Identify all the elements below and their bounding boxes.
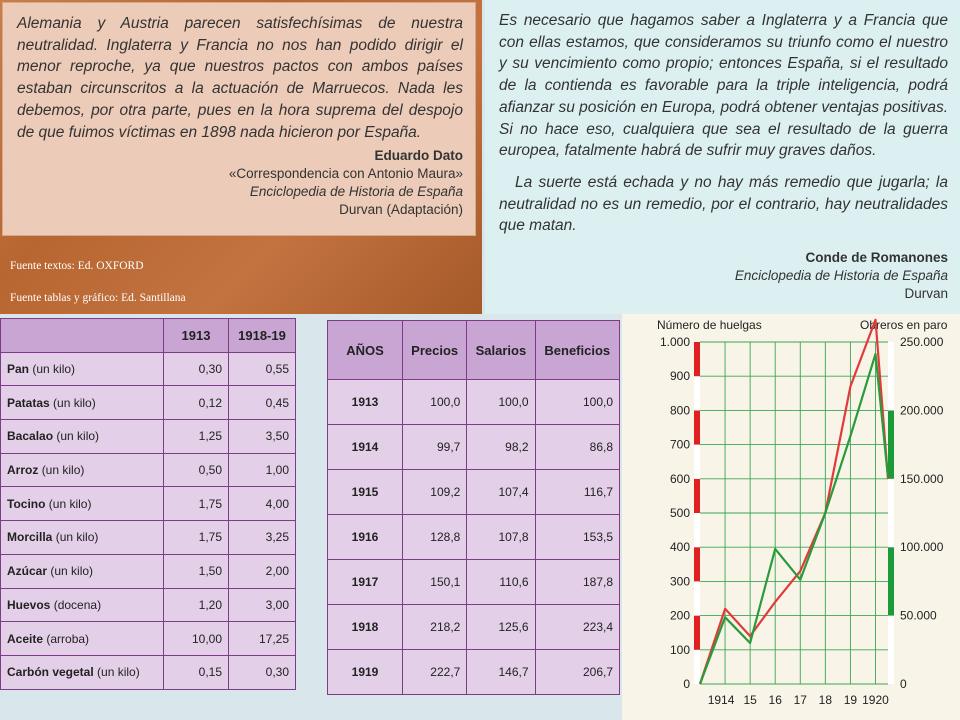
quote-text-2: La suerte está echada y no hay más remedio que jugarla; la neutralidad no es un remedio, por el contrario, hay neutralidades que matan. <box>499 173 948 235</box>
left-axis-segment <box>694 445 700 479</box>
wages-cell: 110,6 <box>467 560 535 605</box>
y-left-tick-label: 200 <box>669 608 690 623</box>
y-left-axis-label: Número de huelgas <box>657 318 762 332</box>
y-left-tick-label: 100 <box>669 642 690 657</box>
strikes-chart <box>622 314 960 720</box>
header-cell: Salarios <box>467 321 535 380</box>
table-row <box>328 605 620 650</box>
year-cell: 1915 <box>328 470 403 515</box>
table-row <box>328 515 620 560</box>
header-cell: Precios <box>403 321 467 380</box>
price-1913-cell: 0,30 <box>164 352 229 386</box>
quote-attribution <box>499 249 948 303</box>
price-1913-cell: 0,15 <box>164 655 229 689</box>
food-prices-table <box>0 318 296 690</box>
table-row <box>1 420 296 454</box>
x-tick-label: 1920 <box>862 693 889 707</box>
source-texts: Fuente textos: Ed. OXFORD <box>10 260 144 272</box>
x-tick-label: 1914 <box>707 693 735 707</box>
table-header-row <box>328 321 620 380</box>
source-tables: Fuente tablas y gráfico: Ed. Santillana <box>10 292 186 304</box>
item-cell <box>1 453 164 487</box>
quote-publisher: Durvan <box>904 286 948 302</box>
right-axis-segment <box>888 410 894 478</box>
quote-author: Conde de Romanones <box>805 250 948 266</box>
quote-author: Eduardo Dato <box>374 148 463 164</box>
prices-cell: 100,0 <box>403 380 467 425</box>
year-cell: 1916 <box>328 515 403 560</box>
wages-cell: 98,2 <box>467 425 535 470</box>
profits-cell: 153,5 <box>535 515 619 560</box>
header-cell: Beneficios <box>535 321 619 380</box>
item-name: Patatas <box>7 395 50 410</box>
y-left-tick-label: 900 <box>669 369 690 384</box>
item-cell <box>1 622 164 656</box>
price-1913-cell: 10,00 <box>164 622 229 656</box>
table-row <box>1 352 296 386</box>
prices-cell: 222,7 <box>403 650 467 695</box>
left-axis-segment <box>694 547 700 581</box>
wages-cell: 107,8 <box>467 515 535 560</box>
price-1918-cell: 17,25 <box>229 622 296 656</box>
quote-text: Alemania y Austria parecen satisfechísimas de nuestra neutralidad. Inglaterra y Francia no nos han podido dirigir el menor reproche, ya que nuestros pactos con ambos países estaban circunscritos a la actuación de Marruecos. Nada les debemos, por otra parte, pues en la hora suprema del despojo de que fuimos víctimas en 1898 nada hicieron por España. <box>17 15 463 141</box>
price-1913-cell: 1,50 <box>164 554 229 588</box>
profits-cell: 206,7 <box>535 650 619 695</box>
y-left-tick-label: 400 <box>669 540 690 555</box>
quote-attribution <box>17 147 463 219</box>
header-cell: 1918-19 <box>229 319 296 353</box>
x-tick-label: 17 <box>793 693 807 707</box>
table-body <box>1 352 296 689</box>
x-tick-label: 16 <box>768 693 782 707</box>
table-body <box>328 380 620 695</box>
y-left-tick-label: 300 <box>669 574 690 589</box>
table-row <box>328 425 620 470</box>
prices-cell: 109,2 <box>403 470 467 515</box>
table-row <box>1 554 296 588</box>
item-cell <box>1 554 164 588</box>
price-1918-cell: 1,00 <box>229 453 296 487</box>
item-unit: (un kilo) <box>53 395 96 410</box>
item-name: Carbón vegetal <box>7 665 94 680</box>
item-name: Arroz <box>7 463 39 478</box>
item-name: Pan <box>7 362 30 377</box>
y-right-tick-label: 0 <box>900 677 907 691</box>
unemployed-line <box>700 354 888 684</box>
price-1918-cell: 0,55 <box>229 352 296 386</box>
price-1918-cell: 3,00 <box>229 588 296 622</box>
table-row <box>1 386 296 420</box>
right-axis-segment <box>888 479 894 547</box>
item-cell <box>1 420 164 454</box>
table-row <box>1 521 296 555</box>
prices-cell: 128,8 <box>403 515 467 560</box>
price-1918-cell: 4,00 <box>229 487 296 521</box>
left-axis-segment <box>694 650 700 684</box>
left-axis-segment <box>694 410 700 444</box>
price-1918-cell: 0,45 <box>229 386 296 420</box>
price-1913-cell: 0,12 <box>164 386 229 420</box>
wages-cell: 107,4 <box>467 470 535 515</box>
price-1918-cell: 3,50 <box>229 420 296 454</box>
y-right-tick-label: 250.000 <box>900 335 944 349</box>
quote-box-dato <box>2 2 476 236</box>
right-axis-segment <box>888 616 894 684</box>
y-right-tick-label: 200.000 <box>900 403 944 418</box>
item-cell <box>1 655 164 689</box>
wages-cell: 100,0 <box>467 380 535 425</box>
item-unit: (un kilo) <box>32 362 76 377</box>
table-row <box>328 650 620 695</box>
quote-text-1: Es necesario que hagamos saber a Inglaterra y a Francia que con ellas estamos, que consideramos su triunfo como el nuestro y su vencimiento como propio; entonces España, si el resultado de la contienda es favorable para la triple inteligencia, podrá afianzar su posición en Europa, podrá obtener ventajas positivas. Si no hace eso, cualquiera que sea el resultado de la guerra europea, fatalmente habrá de sufrir muy graves daños. <box>499 12 948 160</box>
left-axis-segment <box>694 616 700 650</box>
item-cell <box>1 386 164 420</box>
quote-work: «Correspondencia con Antonio Maura» <box>228 166 463 182</box>
x-tick-label: 18 <box>818 693 833 707</box>
x-tick-label: 15 <box>743 693 757 707</box>
price-1918-cell: 2,00 <box>229 554 296 588</box>
profits-cell: 223,4 <box>535 605 619 650</box>
prices-cell: 150,1 <box>403 560 467 605</box>
table-row <box>1 453 296 487</box>
quote-publisher: Durvan (Adaptación) <box>339 202 463 218</box>
item-name: Bacalao <box>7 429 54 444</box>
price-1913-cell: 1,75 <box>164 521 229 555</box>
table-row <box>328 560 620 605</box>
left-axis-segment <box>694 513 700 547</box>
item-unit: (docena) <box>53 597 102 612</box>
chart-svg <box>622 314 960 720</box>
quote-source: Enciclopedia de Historia de España <box>734 268 948 284</box>
y-left-tick-label: 800 <box>669 403 690 418</box>
item-unit: (un kilo) <box>48 496 92 511</box>
wages-cell: 146,7 <box>467 650 535 695</box>
prices-cell: 218,2 <box>403 605 467 650</box>
y-right-tick-label: 150.000 <box>900 471 944 486</box>
item-name: Aceite <box>7 631 44 646</box>
wages-cell: 125,6 <box>467 605 535 650</box>
price-1913-cell: 1,75 <box>164 487 229 521</box>
item-cell <box>1 521 164 555</box>
price-1918-cell: 0,30 <box>229 655 296 689</box>
item-name: Morcilla <box>7 530 53 545</box>
y-right-tick-label: 50.000 <box>900 608 937 623</box>
table-row <box>1 487 296 521</box>
item-cell <box>1 487 164 521</box>
quote-box-romanones <box>485 0 960 314</box>
table-row <box>328 380 620 425</box>
table-row <box>1 655 296 689</box>
left-axis-segment <box>694 376 700 410</box>
item-name: Azúcar <box>7 564 48 579</box>
strikes-line <box>700 320 888 684</box>
item-unit: (un kilo) <box>97 665 140 680</box>
right-axis-segment <box>888 547 894 615</box>
profits-cell: 100,0 <box>535 380 619 425</box>
item-unit: (un kilo) <box>41 463 85 478</box>
price-1913-cell: 1,20 <box>164 588 229 622</box>
price-1913-cell: 1,25 <box>164 420 229 454</box>
strikes-chart-panel <box>622 314 960 720</box>
x-tick-label: 19 <box>843 693 858 707</box>
price-1918-cell: 3,25 <box>229 521 296 555</box>
table-header-row <box>1 319 296 353</box>
item-name: Tocino <box>7 496 46 511</box>
profits-cell: 116,7 <box>535 470 619 515</box>
table-row <box>1 588 296 622</box>
y-left-tick-label: 600 <box>669 471 690 486</box>
sources-note <box>10 250 186 314</box>
profits-cell: 86,8 <box>535 425 619 470</box>
item-unit: (arroba) <box>46 631 90 646</box>
header-cell: 1913 <box>164 319 229 353</box>
item-unit: (un kilo) <box>55 530 99 545</box>
year-cell: 1913 <box>328 380 403 425</box>
left-axis-segment <box>694 342 700 376</box>
item-name: Huevos <box>7 597 51 612</box>
year-cell: 1917 <box>328 560 403 605</box>
y-right-tick-label: 100.000 <box>900 540 944 555</box>
y-left-tick-label: 1.000 <box>659 335 690 349</box>
table-row <box>1 622 296 656</box>
y-right-axis-label: Obreros en paro <box>860 318 948 332</box>
year-cell: 1914 <box>328 425 403 470</box>
table-row <box>328 470 620 515</box>
item-cell <box>1 352 164 386</box>
year-cell: 1919 <box>328 650 403 695</box>
y-left-tick-label: 700 <box>669 437 690 452</box>
prices-cell: 99,7 <box>403 425 467 470</box>
right-axis-segment <box>888 342 894 410</box>
y-left-tick-label: 0 <box>683 677 690 691</box>
year-cell: 1918 <box>328 605 403 650</box>
profits-cell: 187,8 <box>535 560 619 605</box>
price-1913-cell: 0,50 <box>164 453 229 487</box>
header-cell <box>1 319 164 353</box>
left-axis-segment <box>694 479 700 513</box>
item-unit: (un kilo) <box>56 429 100 444</box>
y-left-tick-label: 500 <box>669 506 690 520</box>
item-cell <box>1 588 164 622</box>
left-axis-segment <box>694 581 700 615</box>
item-unit: (un kilo) <box>50 564 94 579</box>
price-index-table <box>327 320 620 695</box>
leather-background <box>0 0 482 314</box>
header-cell: AÑOS <box>328 321 403 380</box>
quote-source: Enciclopedia de Historia de España <box>249 184 463 200</box>
